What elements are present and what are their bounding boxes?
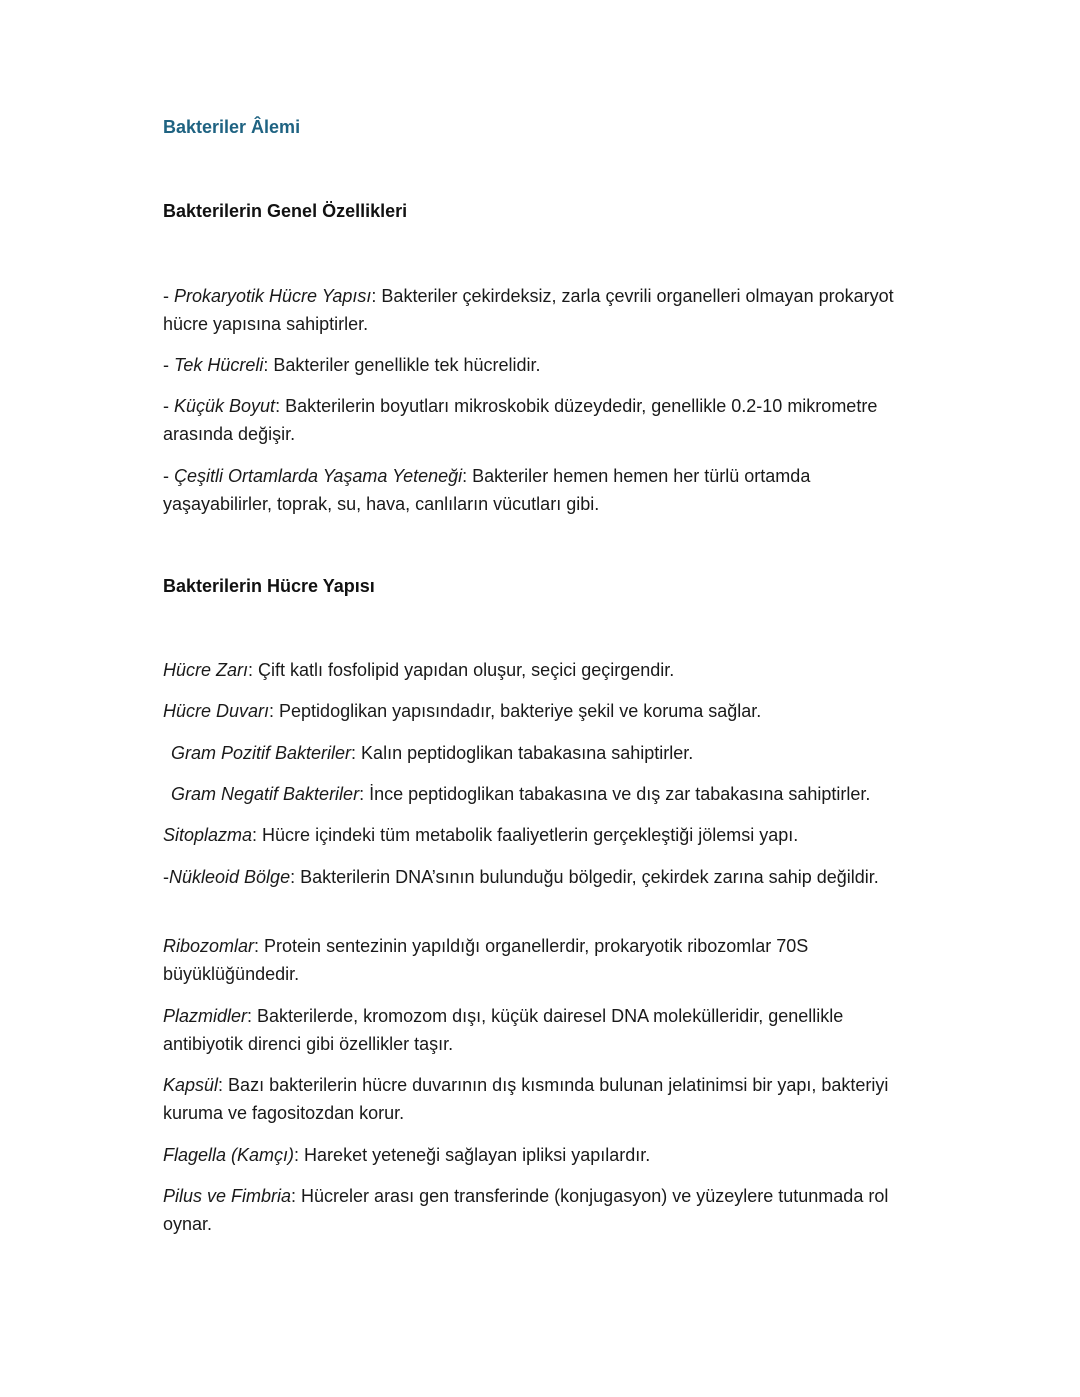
paragraph-gram-positive: Gram Pozitif Bakteriler: Kalın peptidoglikan tabakasına sahiptirler.: [171, 743, 694, 763]
term: Gram Negatif Bakteriler: [171, 784, 360, 804]
term: Hücre Duvarı: [163, 701, 270, 721]
term: Tek Hücreli: [174, 355, 264, 375]
paragraph-ribosomes: Ribozomlar: Protein sentezinin yapıldığı organellerdir, prokaryotik ribozomlar 70S büyüklüğündedir.: [163, 936, 809, 984]
paragraph-cell-membrane: Hücre Zarı: Çift katlı fosfolipid yapıdan oluşur, seçici geçirgendir.: [163, 660, 675, 680]
paragraph-cell-wall: Hücre Duvarı: Peptidoglikan yapısındadır, bakteriye şekil ve koruma sağlar.: [163, 701, 762, 721]
term: Pilus ve Fimbria: [163, 1186, 292, 1206]
paragraph-plasmids: Plazmidler: Bakterilerde, kromozom dışı, küçük dairesel DNA molekülleridir, genellikle antibiyotik direnci gibi özellikler taşır.: [163, 1006, 844, 1054]
paragraph-flagella: Flagella (Kamçı): Hareket yeteneği sağlayan ipliksi yapılardır.: [163, 1145, 651, 1165]
paragraph-capsule: Kapsül: Bazı bakterilerin hücre duvarının dış kısmında bulunan jelatinimsi bir yapı, bakteriyi kuruma ve fagositozdan korur.: [163, 1075, 889, 1123]
paragraph-single-cell: - Tek Hücreli: Bakteriler genellikle tek hücrelidir.: [163, 355, 541, 375]
paragraph-cytoplasm: Sitoplazma: Hücre içindeki tüm metabolik faaliyetlerin gerçekleştiği jölemsi yapı.: [163, 825, 799, 845]
term: Ribozomlar: [163, 936, 255, 956]
term: Flagella (Kamçı): [163, 1145, 295, 1165]
document-title: Bakteriler Âlemi: [163, 117, 301, 137]
paragraph-pilus: Pilus ve Fimbria: Hücreler arası gen transferinde (konjugasyon) ve yüzeylere tutunmada rol oynar.: [163, 1186, 889, 1234]
section-heading-general: Bakterilerin Genel Özellikleri: [163, 201, 408, 221]
paragraph-gram-negative: Gram Negatif Bakteriler: İnce peptidoglikan tabakasına ve dış zar tabakasına sahiptirler.: [171, 784, 871, 804]
term: Kapsül: [163, 1075, 219, 1095]
paragraph-nucleoid: -Nükleoid Bölge: Bakterilerin DNA’sının bulunduğu bölgedir, çekirdek zarına sahip değildir.: [163, 867, 879, 887]
term: Sitoplazma: [163, 825, 253, 845]
paragraph-prokaryotic: - Prokaryotik Hücre Yapısı: Bakteriler çekirdeksiz, zarla çevrili organelleri olmayan prokaryot hücre yapısına sahiptirler.: [163, 286, 894, 334]
term: Hücre Zarı: [163, 660, 249, 680]
paragraph-small-size: - Küçük Boyut: Bakterilerin boyutları mikroskobik düzeydedir, genellikle 0.2-10 mikrometre arasında değişir.: [163, 396, 878, 444]
paragraph-habitats: - Çeşitli Ortamlarda Yaşama Yeteneği: Bakteriler hemen hemen her türlü ortamda yaşayabilirler, toprak, su, hava, canlıların vücutları gibi.: [163, 466, 811, 514]
term: Gram Pozitif Bakteriler: [171, 743, 352, 763]
term: Plazmidler: [163, 1006, 248, 1026]
section-heading-cell-structure: Bakterilerin Hücre Yapısı: [163, 576, 375, 596]
term: Küçük Boyut: [174, 396, 276, 416]
term: Prokaryotik Hücre Yapısı: [174, 286, 372, 306]
term: Çeşitli Ortamlarda Yaşama Yeteneği: [174, 466, 463, 486]
term: Nükleoid Bölge: [169, 867, 291, 887]
